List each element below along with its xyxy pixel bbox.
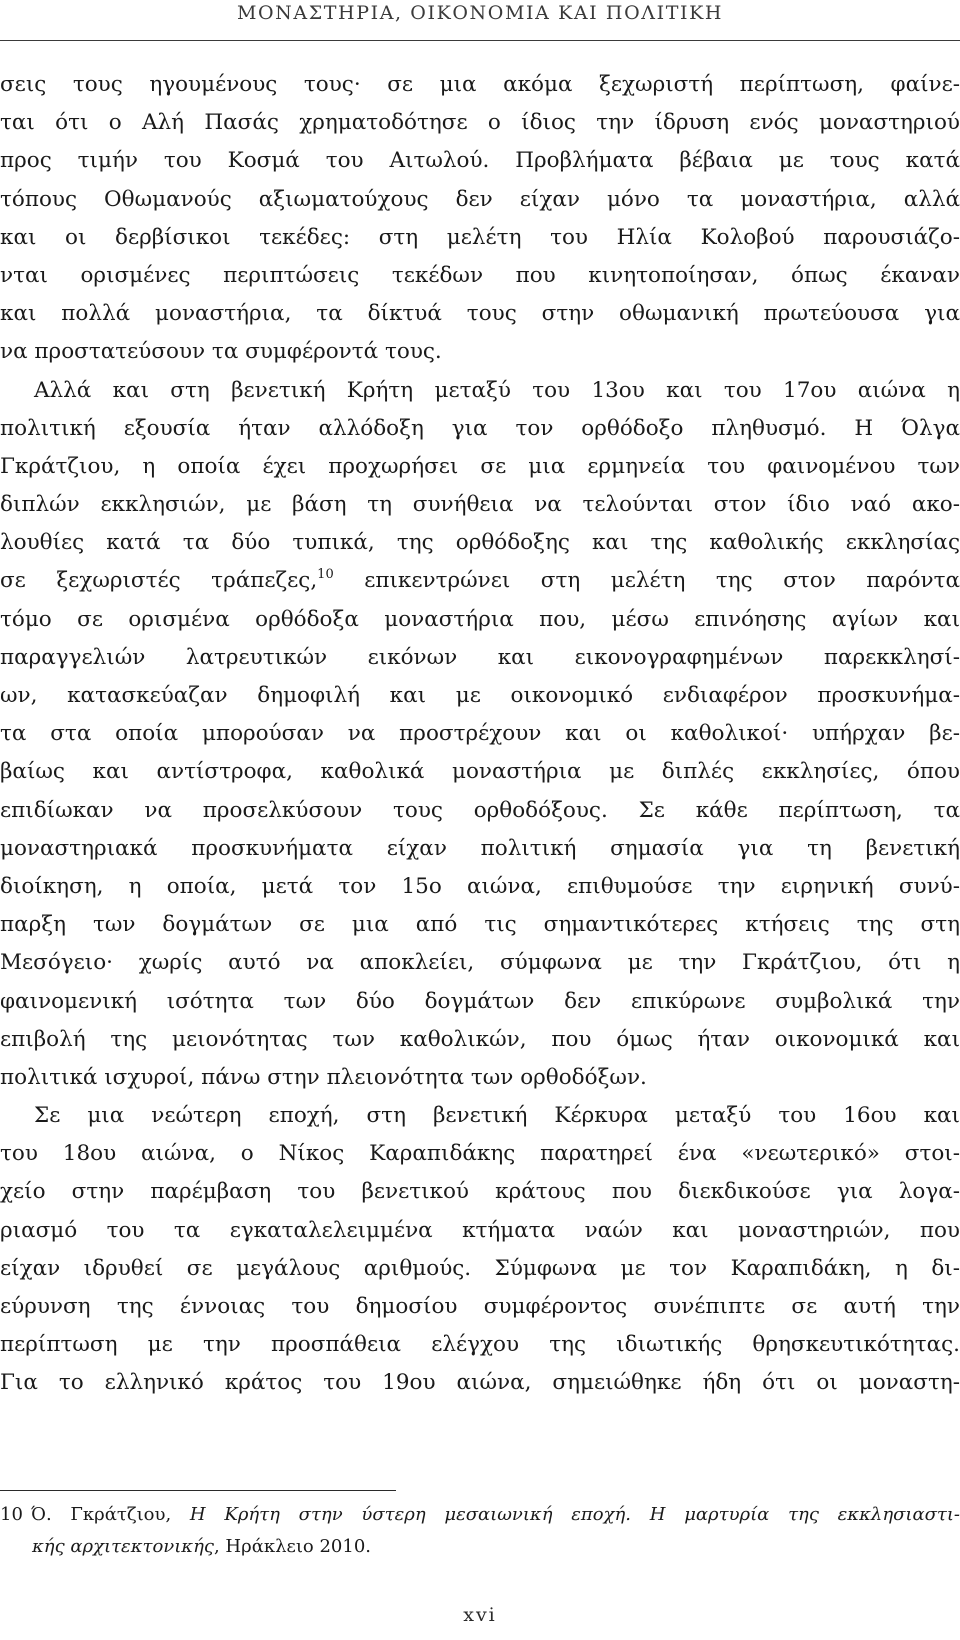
text-line: και οι δερβίσικοι τεκέδες: στη μελέτη του Ηλία Κολοβού παρουσιάζο- [0,224,960,250]
text-line: παραγγελιών λατρευτικών εικόνων και εικονογραφημένων παρεκκλησί- [0,644,960,670]
text-line: τόπους Οθωμανούς αξιωματούχους δεν είχαν μόνο τα μοναστήρια, αλλά [0,186,960,212]
text-line: διοίκηση, η οποία, μετά τον 15ο αιώνα, επιθυμούσε την ειρηνική συνύ- [0,873,960,899]
text-line: πολιτικά ισχυροί, πάνω στην πλειονότητα των ορθοδόξων. [0,1064,647,1090]
footnote-rule [0,1490,396,1491]
text-line: χείο στην παρέμβαση του βενετικού κράτους που διεκδικούσε για λογα- [0,1179,960,1205]
text-line: παρξη των δογμάτων σε μια από τις σημαντικότερες κτήσεις της στη [0,912,960,938]
text-line: και πολλά μοναστήρια, τα δίκτυά τους στην οθωμανική πρωτεύουσα για [0,301,960,327]
page-number: xvi [463,1604,497,1626]
paragraph-start-line: Σε μια νεώτερη εποχή, στη βενετική Κέρκυρα μεταξύ του 16ου και [34,1103,960,1129]
text-line: μοναστηριακά προσκυνήματα είχαν πολιτική σημασία για τη βενετική [0,835,960,861]
footnote-line-1 [0,1499,960,1531]
footnote-reference[interactable]: 10 [317,567,334,583]
text-line: νται ορισμένες περιπτώσεις τεκέδων που κινητοποίησαν, όπως έκαναν [0,262,960,288]
footnote [0,1499,960,1563]
text-line: Γκράτζιου, η οποία έχει προχωρήσει σε μια ερμηνεία του φαινομένου των [0,453,960,479]
text-line: επιδίωκαν να προσελκύσουν τους ορθοδόξους. Σε κάθε περίπτωση, τα [0,797,960,823]
text-line: λουθίες κατά τα δύο τυπικά, της ορθόδοξης και της καθολικής εκκλησίας [0,530,960,556]
text-line: επιβολή της μειονότητας των καθολικών, που όμως ήταν οικονομικά και [0,1026,960,1052]
footnote-number: 10 [0,1504,23,1525]
footnote-line-2 [0,1531,960,1563]
text-line: διπλών εκκλησιών, με βάση τη συνήθεια να τελούνται στον ίδιο ναό ακο- [0,492,960,518]
text-line: ται ότι ο Αλή Πασάς χρηματοδότησε ο ίδιος την ίδρυση ενός μοναστηριού [0,110,960,136]
text-line: τα στα οποία μπορούσαν να προστρέχουν και οι καθολικοί· υπήρχαν βε- [0,721,960,747]
text-line: εύρυνση της έννοιας του δημοσίου συμφέροντος συνέπιπτε σε αυτή την [0,1294,960,1319]
text-line-with-footnote-ref [0,562,960,600]
text-line: Για το ελληνικό κράτος του 19ου αιώνα, σημειώθηκε ήδη ότι οι μοναστη- [0,1370,960,1396]
text-line: φαινομενική ισότητα των δύο δογμάτων δεν επικύρωνε συμβολικά την [0,988,960,1014]
text-line: προς τιμήν του Κοσμά του Αιτωλού. Προβλήματα βέβαια με τους κατά [0,148,960,174]
text-line: ων, κατασκεύαζαν δημοφιλή και με οικονομικό ενδιαφέρον προσκυνήμα- [0,683,960,708]
running-head: ΜΟΝΑΣΤΗΡΙΑ, ΟΙΚΟΝΟΜΙΑ ΚΑΙ ΠΟΛΙΤΙΚΗ [236,2,724,24]
text-line: πολιτική εξουσία ήταν αλλόδοξη για τον ορθόδοξο πληθυσμό. Η Όλγα [0,415,960,441]
footnote-publication: , Ηράκλειο 2010. [213,1536,371,1557]
paragraph-start-line: Αλλά και στη βενετική Κρήτη μεταξύ του 13ου και του 17ου αιώνα η [34,377,960,403]
text-line: Μεσόγειο· χωρίς αυτό να αποκλείει, σύμφωνα με την Γκράτζιου, ότι η [0,950,960,976]
text-line: τόμο σε ορισμένα ορθόδοξα μοναστήρια που, μέσω επινόησης αγίων και [0,606,960,632]
body-text [0,66,960,1403]
text-line: περίπτωση με την προσπάθεια ελέγχου της ιδιωτικής θρησκευτικότητας. [0,1332,960,1358]
line-14-continuation: επικεντρώνει στη μελέτη της στον παρόντα [333,568,960,594]
text-line: του 18ου αιώνα, ο Νίκος Καραπιδάκης παρατηρεί ένα «νεωτερικό» στοι- [0,1141,960,1167]
footnote-title-cont: κής αρχιτεκτονικής [32,1536,214,1557]
header-rule [0,40,960,41]
line-14-start: σε ξεχωριστές τράπεζες, [0,568,318,594]
text-line: σεις τους ηγουμένους τους· σε μια ακόμα ξεχωριστή περίπτωση, φαίνε- [0,72,960,97]
text-line: να προστατεύσουν τα συμφέροντά τους. [0,339,442,365]
text-line: είχαν ιδρυθεί σε μεγάλους αριθμούς. Σύμφωνα με τον Καραπιδάκη, η δι- [0,1255,960,1281]
footnote-title: Η Κρήτη στην ύστερη μεσαιωνική εποχή. Η μαρτυρία της εκκλησιαστι- [189,1504,960,1525]
footnote-author: Ό. Γκράτζιου, [30,1504,190,1525]
text-line: ριασμό του τα εγκαταλελειμμένα κτήματα ναών και μοναστηριών, που [0,1217,960,1243]
text-line: βαίως και αντίστροφα, καθολικά μοναστήρια με διπλές εκκλησίες, όπου [0,759,960,785]
